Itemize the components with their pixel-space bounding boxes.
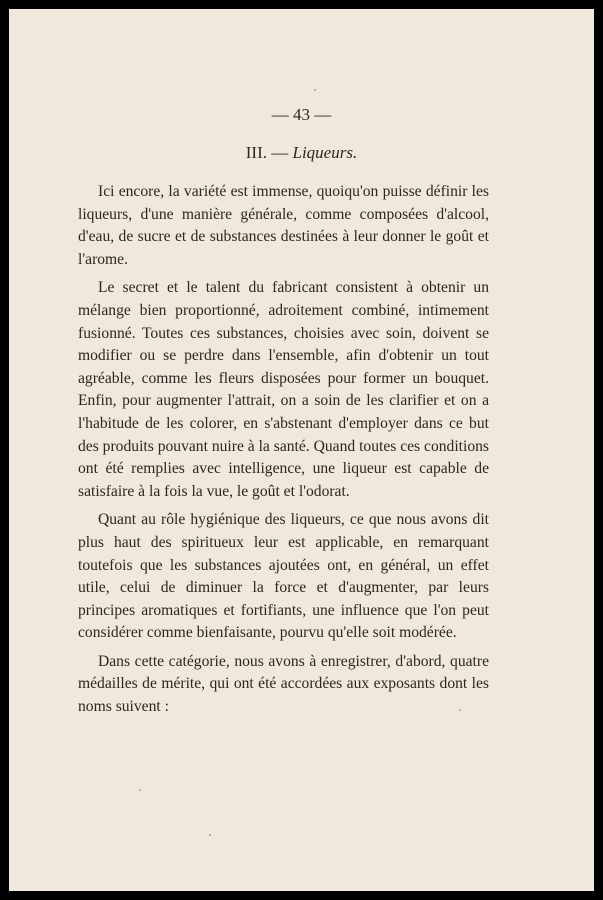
section-number: III. — bbox=[245, 143, 289, 162]
body-text bbox=[78, 181, 489, 725]
page-number: — 43 — bbox=[271, 105, 332, 124]
paragraph-4: Dans cette catégorie, nous avons à enregistrer, d'abord, quatre médailles de mérite, qui ont été accordées aux exposants dont les noms suivent : bbox=[78, 652, 489, 716]
paragraph-1: Ici encore, la variété est immense, quoiqu'on puisse définir les liqueurs, d'une manière générale, comme composées d'alcool, d'eau, de sucre et de substances destinées à leur donner le goût et l'arome. bbox=[78, 183, 489, 268]
section-title: Liqueurs. bbox=[292, 143, 358, 162]
book-page bbox=[9, 9, 594, 891]
paragraph-2: Le secret et le talent du fabricant consistent à obtenir un mélange bien proportionné, adroitement combiné, intimement fusionné. Toutes ces substances, choisies avec soin, doivent se modifier ou se perdre dans l'ensemble, afin d'obtenir un tout agréable, comme les fleurs disposées pour former un bouquet. Enfin, pour augmenter l'attrait, on a soin de les clarifier et on a l'habitude de les colorer, en s'abstenant d'employer dans ce but des produits pouvant nuire à la santé. Quand toutes ces conditions ont été remplies avec intelligence, une liqueur est capable de satisfaire à la fois la vue, le goût et l'odorat. bbox=[78, 279, 489, 500]
paragraph-3: Quant au rôle hygiénique des liqueurs, ce que nous avons dit plus haut des spiritueux leur est applicable, en remarquant toutefois que les substances ajoutées ont, en général, un effet utile, celui de diminuer la force et d'augmenter, par leurs principes aromatiques et fortifiants, une influence que l'on peut considérer comme bienfaisante, pourvu qu'elle soit modérée. bbox=[78, 511, 489, 642]
section-heading bbox=[9, 143, 594, 163]
